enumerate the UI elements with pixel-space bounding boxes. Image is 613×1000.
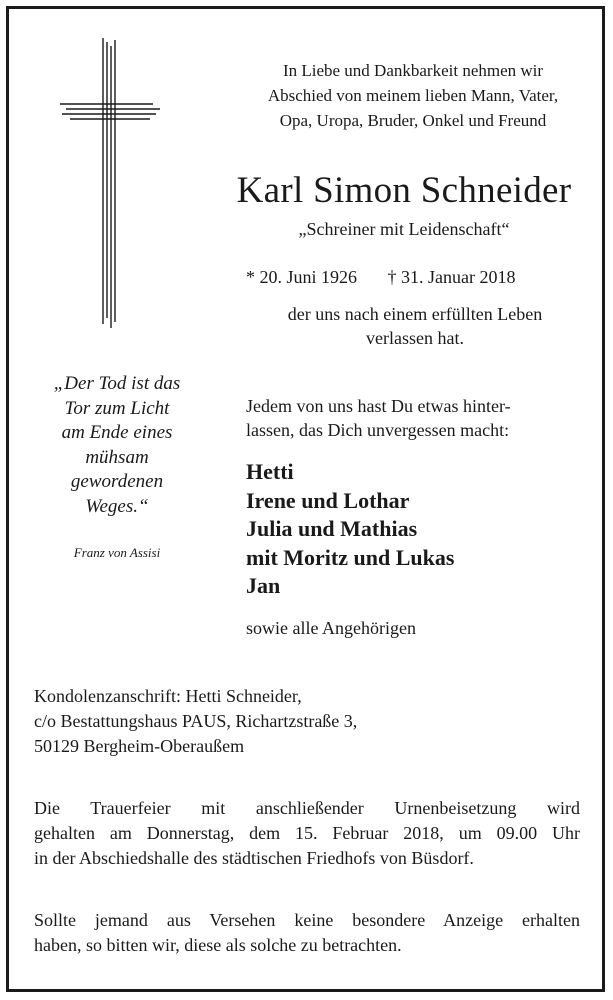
legacy-line: lassen, das Dich unvergessen macht:	[246, 420, 510, 440]
deceased-name: Karl Simon Schneider	[236, 170, 572, 211]
quote-line: am Ende eines	[61, 422, 173, 443]
quote-line: gewordenen	[70, 471, 164, 492]
ceremony-line: Die Trauerfeier mit anschließender Urnenbeisetzung wird	[34, 798, 580, 818]
quote-line: Tor zum Licht	[64, 397, 170, 419]
quote-line: mühsam	[85, 446, 149, 468]
quote	[22, 372, 212, 519]
condolence-address	[34, 684, 584, 759]
notice-line: Sollte jemand aus Versehen keine besondere Anzeige erhalten	[34, 910, 580, 930]
life-statement	[240, 302, 590, 350]
deceased-subtitle: „Schreiner mit Leidenschaft“	[298, 219, 510, 239]
life-dates	[246, 266, 586, 288]
mourner-name: Irene und Lothar	[246, 487, 410, 513]
quote-line: „Der Tod ist das	[53, 373, 181, 394]
condolence-line: c/o Bestattungshaus PAUS, Richartzstraße 3,	[34, 711, 358, 731]
intro-line: Opa, Uropa, Bruder, Onkel und Freund	[279, 111, 547, 130]
condolence-line: 50129 Bergheim-Oberaußem	[34, 736, 245, 756]
relatives-line: sowie alle Angehörigen	[246, 618, 416, 638]
quote-line: Weges.“	[85, 495, 149, 517]
condolence-line: Kondolenzanschrift: Hetti Schneider,	[34, 686, 302, 706]
legacy-text	[246, 394, 586, 442]
mourners-list	[246, 458, 586, 601]
cross-icon	[60, 38, 160, 328]
mourner-name: Jan	[246, 573, 281, 598]
ceremony-line: gehalten am Donnerstag, dem 15. Februar 2018, um 09.00 Uhr	[34, 823, 580, 843]
closing-notice	[34, 908, 580, 958]
birth-date: * 20. Juni 1926	[246, 267, 358, 287]
mourner-name: Hetti	[246, 459, 294, 484]
ceremony-line: in der Abschiedshalle des städtischen Friedhofs von Büsdorf.	[34, 848, 474, 868]
notice-line: haben, so bitten wir, diese als solche zu betrachten.	[34, 935, 402, 955]
intro-text	[240, 58, 586, 133]
life-line: der uns nach einem erfüllten Leben	[287, 304, 543, 324]
mourner-name: Julia und Mathias	[246, 516, 418, 541]
intro-line: Abschied von meinem lieben Mann, Vater,	[267, 86, 559, 105]
quote-author: Franz von Assisi	[73, 545, 161, 560]
legacy-line: Jedem von uns hast Du etwas hinter-	[246, 396, 511, 416]
life-line: verlassen hat.	[366, 328, 464, 348]
mourner-name: mit Moritz und Lukas	[246, 544, 455, 570]
intro-line: In Liebe und Dankbarkeit nehmen wir	[282, 61, 544, 80]
ceremony-info	[34, 796, 580, 871]
death-date: † 31. Januar 2018	[387, 267, 516, 287]
